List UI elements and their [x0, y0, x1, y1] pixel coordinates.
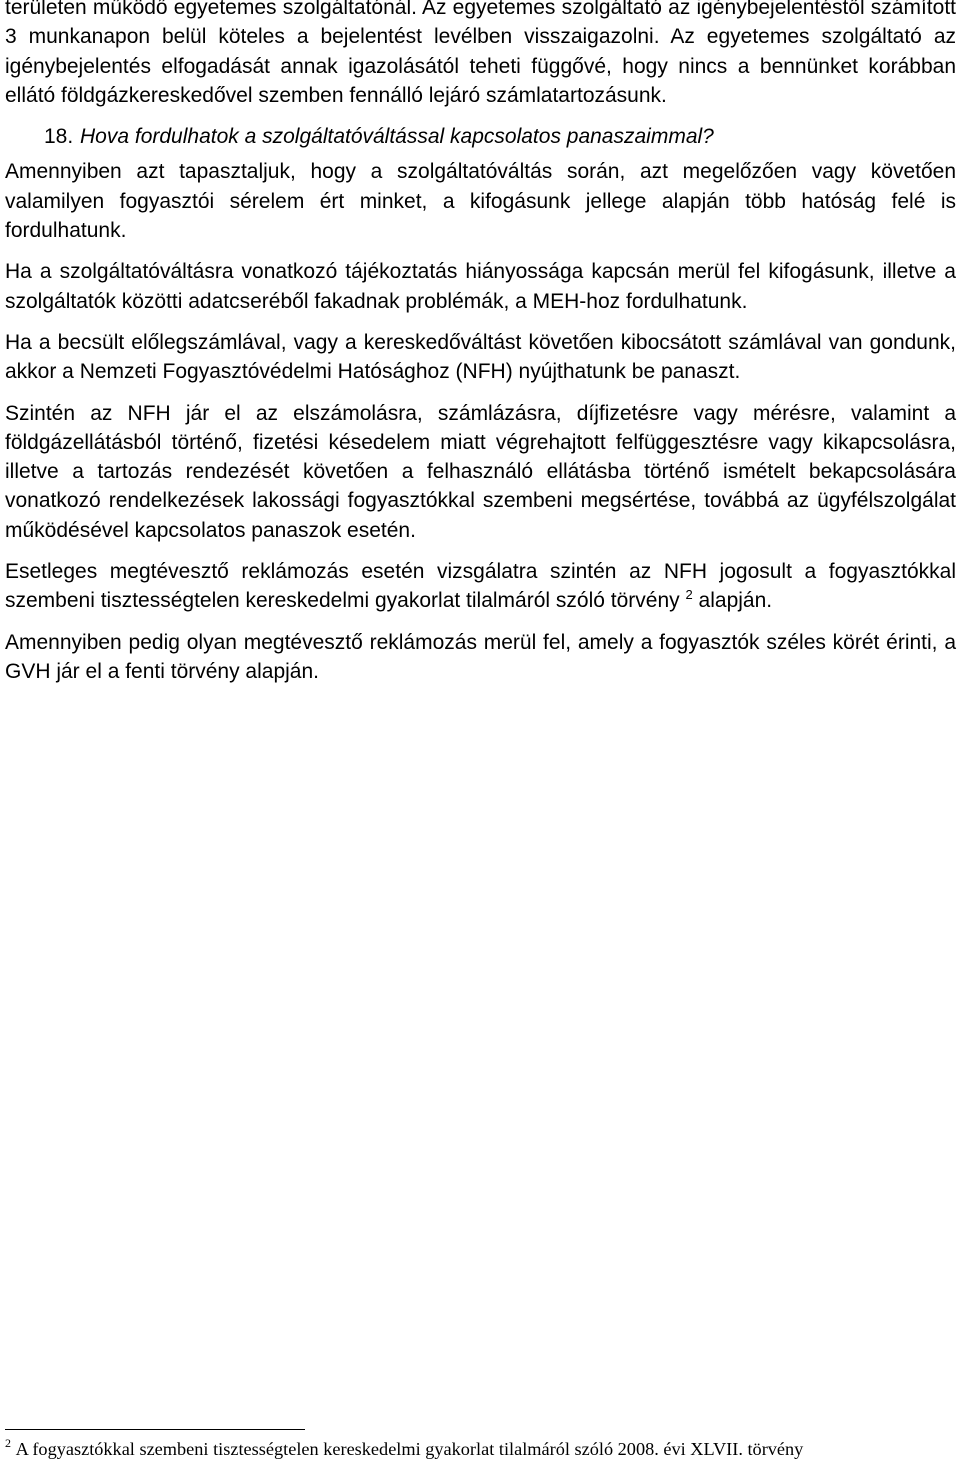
footnote: [5, 1437, 956, 1461]
section-heading: [5, 122, 956, 151]
section-number: 18.: [44, 125, 74, 149]
footnote-text: A fogyasztókkal szembeni tisztességtelen kereskedelmi gyakorlat tilalmáról szóló 2008. évi XLVII. törvény: [15, 1439, 804, 1459]
paragraph-nfh-invoice: Ha a becsült előlegszámlával, vagy a kereskedőváltást követően kibocsátott számlával van gondunk, akkor a Nemzeti Fogyasztóvédelmi Hatósághoz (NFH) nyújthatunk be panaszt.: [5, 330, 956, 384]
paragraph-nfh-billing: Szintén az NFH jár el az elszámolásra, számlázásra, díjfizetésre vagy mérésre, valamint a földgázellátásból történő, fizetési késedelem miatt végrehajtott felfüggesztésre vagy kikapcsolásra, illetve a tartozás rendezését követően a felhasználó ellátásba történő ismételt bekapcsolására vonatkozó rendelkezések lakossági fogyasztókkal szembeni megsértése, továbbá az ügyfélszolgálat működésével kapcsolatos panaszok esetén.: [5, 401, 956, 542]
paragraph-intro: területen működő egyetemes szolgáltatónál. Az egyetemes szolgáltató az igénybejelentéstől számított 3 munkanapon belül köteles a bejelentést levélben visszaigazolni. Az egyetemes szolgáltató az igénybejelentés elfogadását annak igazolásától teheti függővé, hogy nincs a bennünket korábban ellátó földgázkereskedővel szemben fennálló lejáró számlatartozásunk.: [5, 0, 956, 107]
paragraph-gvh: Amennyiben pedig olyan megtévesztő reklámozás merül fel, amely a fogyasztók széles körét érinti, a GVH jár el a fenti törvény alapján.: [5, 630, 956, 683]
footnote-divider: [5, 1429, 305, 1430]
advertising-text-end: alapján.: [698, 589, 773, 613]
advertising-text: Esetleges megtévesztő reklámozás esetén vizsgálatra szintén az NFH jogosult a fogyasztókkal szembeni tisztességtelen kereskedelmi gyakorlat tilalmáról szóló törvény: [5, 560, 956, 613]
footnote-reference[interactable]: 2: [685, 587, 693, 603]
document-page: [5, 0, 956, 698]
paragraph-meh: Ha a szolgáltatóváltásra vonatkozó tájékoztatás hiányossága kapcsán merül fel kifogásunk, illetve a szolgáltatók közötti adatcseréből fakadnak problémák, a MEH-hoz fordulhatunk.: [5, 260, 956, 313]
footnote-number: 2: [5, 1436, 11, 1450]
section-title: Hova fordulhatok a szolgáltatóváltással kapcsolatos panaszaimmal?: [80, 125, 714, 149]
paragraph-complaint-authorities: Amennyiben azt tapasztaljuk, hogy a szolgáltatóváltás során, azt megelőzően vagy követően valamilyen fogyasztói sérelem ért minket, a kifogásunk jellege alapján több hatóság felé is fordulhatunk.: [5, 160, 956, 243]
paragraph-misleading-advertising: [5, 557, 956, 616]
